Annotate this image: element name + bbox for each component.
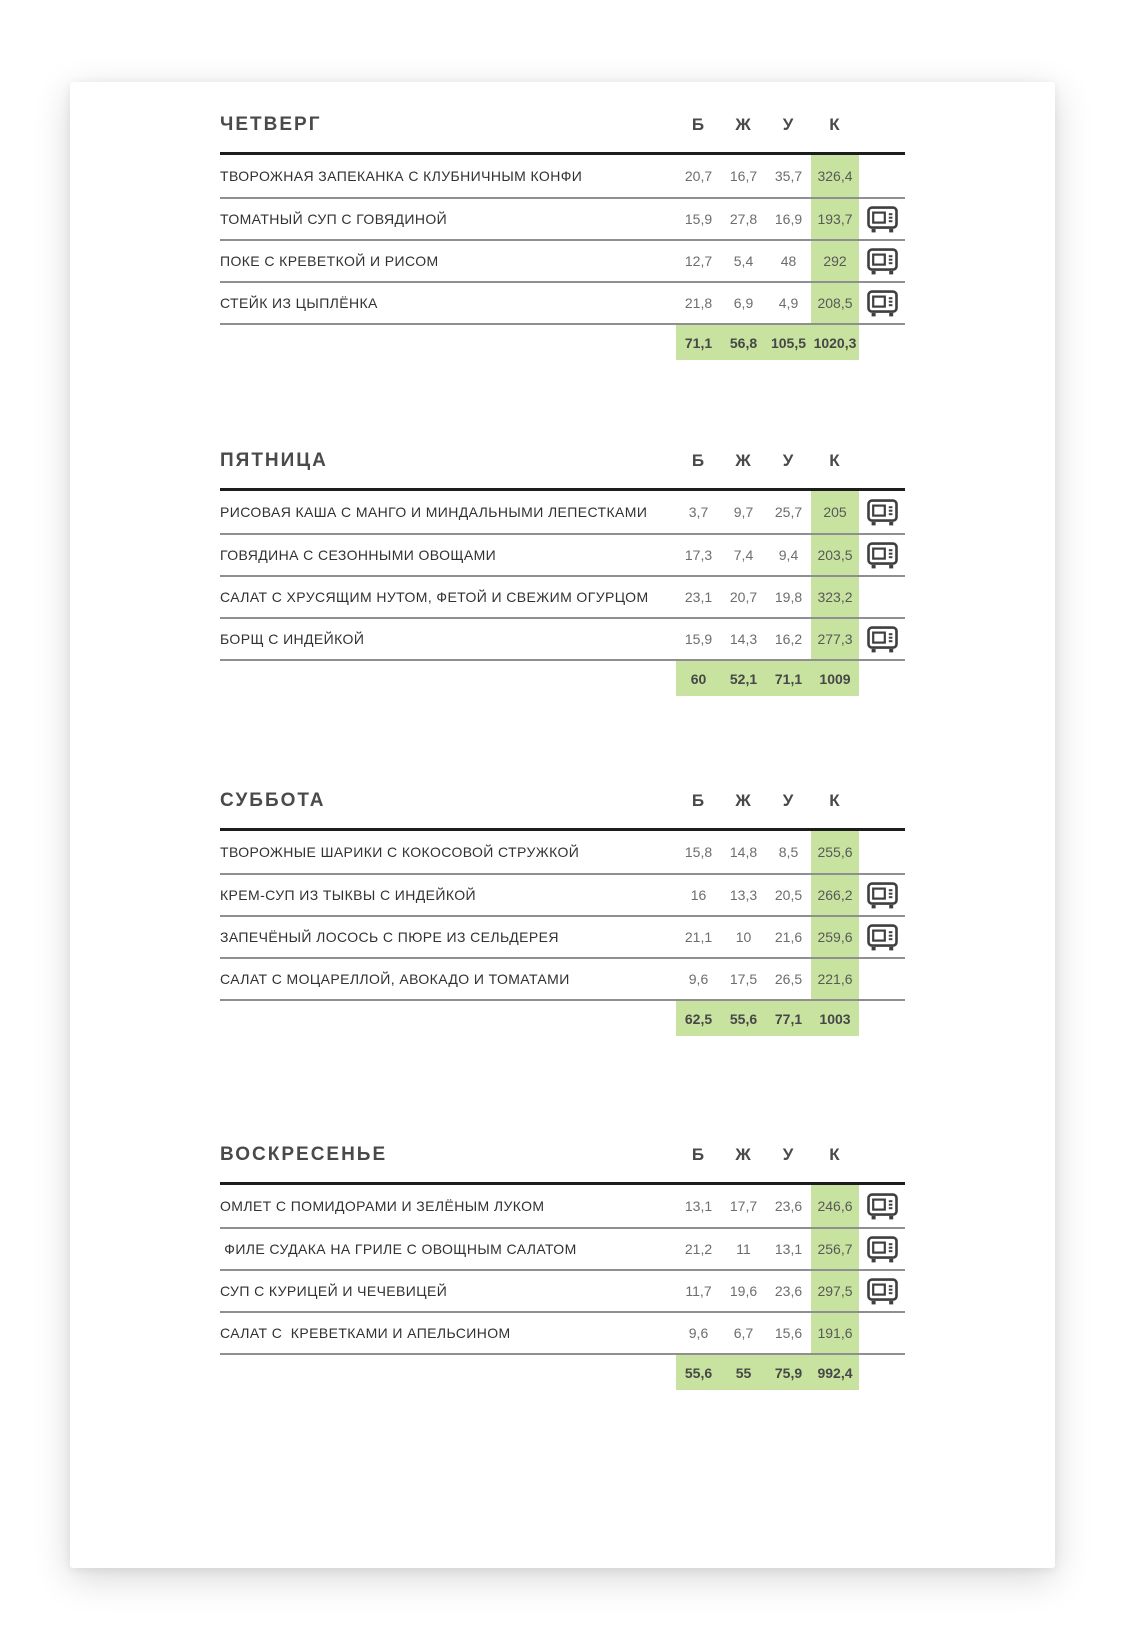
fat-value: 14,3 xyxy=(729,631,758,647)
totals-row xyxy=(220,999,905,1036)
totals-row xyxy=(220,1353,905,1390)
dish-name: ОМЛЕТ С ПОМИДОРАМИ И ЗЕЛЁНЫМ ЛУКОМ xyxy=(220,1198,545,1214)
column-header-calories: К xyxy=(829,115,841,134)
menu-page-card xyxy=(70,82,1055,1568)
column-header-fat: Ж xyxy=(735,115,752,134)
carbs-value: 4,9 xyxy=(778,295,799,311)
protein-value: 21,1 xyxy=(684,929,713,945)
table-row xyxy=(220,239,905,281)
microwave-icon xyxy=(867,1278,898,1305)
section-saturday xyxy=(220,788,905,1036)
protein-value: 21,2 xyxy=(684,1241,713,1257)
fat-value: 7,4 xyxy=(733,547,754,563)
total-carbs: 77,1 xyxy=(774,1010,803,1027)
dish-name: ТОМАТНЫЙ СУП С ГОВЯДИНОЙ xyxy=(220,211,448,227)
protein-value: 17,3 xyxy=(684,547,713,563)
carbs-value: 23,6 xyxy=(774,1198,803,1214)
dish-name: САЛАТ С МОЦАРЕЛЛОЙ, АВОКАДО И ТОМАТАМИ xyxy=(220,971,570,987)
calories-value: 255,6 xyxy=(811,831,859,873)
column-header-carbs: У xyxy=(782,1145,795,1164)
table-row xyxy=(220,281,905,323)
carbs-value: 20,5 xyxy=(774,887,803,903)
dish-name: КРЕМ-СУП ИЗ ТЫКВЫ С ИНДЕЙКОЙ xyxy=(220,887,476,903)
calories-value: 326,4 xyxy=(811,155,859,197)
section-header xyxy=(220,1142,905,1168)
protein-value: 13,1 xyxy=(684,1198,713,1214)
carbs-value: 19,8 xyxy=(774,589,803,605)
table-row xyxy=(220,617,905,659)
fat-value: 20,7 xyxy=(729,589,758,605)
dish-name: САЛАТ С КРЕВЕТКАМИ И АПЕЛЬСИНОМ xyxy=(220,1325,511,1341)
dish-name: РИСОВАЯ КАША С МАНГО И МИНДАЛЬНЫМИ ЛЕПЕСТКАМИ xyxy=(220,504,648,520)
column-header-protein: Б xyxy=(691,451,706,470)
fat-value: 14,8 xyxy=(729,844,758,860)
microwave-icon xyxy=(867,206,898,233)
meals-table xyxy=(220,152,905,360)
calories-value: 193,7 xyxy=(811,199,859,239)
protein-value: 3,7 xyxy=(688,504,709,520)
calories-value: 203,5 xyxy=(811,535,859,575)
day-title: ЧЕТВЕРГ xyxy=(220,114,322,135)
fat-value: 10 xyxy=(735,929,752,945)
total-fat: 55,6 xyxy=(729,1010,758,1027)
section-header xyxy=(220,112,905,138)
protein-value: 9,6 xyxy=(688,971,709,987)
total-calories: 1003 xyxy=(819,1010,851,1027)
dish-name: ФИЛЕ СУДАКА НА ГРИЛЕ С ОВОЩНЫМ САЛАТОМ xyxy=(220,1241,577,1257)
total-calories: 1020,3 xyxy=(813,334,857,351)
total-carbs: 105,5 xyxy=(770,334,807,351)
carbs-value: 15,6 xyxy=(774,1325,803,1341)
calories-value: 205 xyxy=(811,491,859,533)
total-fat: 52,1 xyxy=(729,670,758,687)
calories-value: 259,6 xyxy=(811,917,859,957)
fat-value: 16,7 xyxy=(729,168,758,184)
column-header-calories: К xyxy=(829,791,841,810)
table-row xyxy=(220,957,905,999)
fat-value: 27,8 xyxy=(729,211,758,227)
totals-highlight xyxy=(676,325,859,360)
column-header-protein: Б xyxy=(691,115,706,134)
protein-value: 9,6 xyxy=(688,1325,709,1341)
table-row xyxy=(220,491,905,533)
table-row xyxy=(220,915,905,957)
carbs-value: 9,4 xyxy=(778,547,799,563)
fat-value: 5,4 xyxy=(733,253,754,269)
microwave-icon xyxy=(867,1193,898,1220)
dish-name: СТЕЙК ИЗ ЦЫПЛЁНКА xyxy=(220,295,378,311)
total-fat: 56,8 xyxy=(729,334,758,351)
table-row xyxy=(220,831,905,873)
calories-value: 221,6 xyxy=(811,959,859,999)
calories-value: 256,7 xyxy=(811,1229,859,1269)
column-header-fat: Ж xyxy=(735,791,752,810)
dish-name: САЛАТ С ХРУСЯЩИМ НУТОМ, ФЕТОЙ И СВЕЖИМ ОГУРЦОМ xyxy=(220,589,649,605)
total-protein: 60 xyxy=(690,670,707,687)
totals-highlight xyxy=(676,1355,859,1390)
fat-value: 19,6 xyxy=(729,1283,758,1299)
total-fat: 55 xyxy=(735,1364,752,1381)
dish-name: ТВОРОЖНЫЕ ШАРИКИ С КОКОСОВОЙ СТРУЖКОЙ xyxy=(220,844,580,860)
section-header xyxy=(220,448,905,474)
fat-value: 9,7 xyxy=(733,504,754,520)
carbs-value: 23,6 xyxy=(774,1283,803,1299)
column-header-calories: К xyxy=(829,451,841,470)
microwave-icon xyxy=(867,499,898,526)
carbs-value: 35,7 xyxy=(774,168,803,184)
day-title: ПЯТНИЦА xyxy=(220,450,328,471)
carbs-value: 21,6 xyxy=(774,929,803,945)
microwave-icon xyxy=(867,924,898,951)
carbs-value: 8,5 xyxy=(778,844,799,860)
microwave-icon xyxy=(867,882,898,909)
table-row xyxy=(220,575,905,617)
calories-value: 246,6 xyxy=(811,1185,859,1227)
section-header xyxy=(220,788,905,814)
section-sunday xyxy=(220,1142,905,1390)
protein-value: 23,1 xyxy=(684,589,713,605)
protein-value: 15,8 xyxy=(684,844,713,860)
microwave-icon xyxy=(867,1236,898,1263)
carbs-value: 25,7 xyxy=(774,504,803,520)
table-row xyxy=(220,1269,905,1311)
total-carbs: 75,9 xyxy=(774,1364,803,1381)
fat-value: 17,7 xyxy=(729,1198,758,1214)
fat-value: 13,3 xyxy=(729,887,758,903)
meals-table xyxy=(220,488,905,696)
total-calories: 992,4 xyxy=(817,1364,853,1381)
calories-value: 208,5 xyxy=(811,283,859,323)
protein-value: 16 xyxy=(690,887,707,903)
table-row xyxy=(220,533,905,575)
menu-page-content xyxy=(70,82,1055,1390)
dish-name: ПОКЕ С КРЕВЕТКОЙ И РИСОМ xyxy=(220,253,439,269)
protein-value: 20,7 xyxy=(684,168,713,184)
day-title: ВОСКРЕСЕНЬЕ xyxy=(220,1144,388,1165)
fat-value: 6,7 xyxy=(733,1325,754,1341)
column-header-protein: Б xyxy=(691,791,706,810)
meals-table xyxy=(220,1182,905,1390)
protein-value: 15,9 xyxy=(684,211,713,227)
table-row xyxy=(220,873,905,915)
microwave-icon xyxy=(867,542,898,569)
total-protein: 71,1 xyxy=(684,334,713,351)
microwave-icon xyxy=(867,248,898,275)
total-protein: 55,6 xyxy=(684,1364,713,1381)
totals-highlight xyxy=(676,661,859,696)
column-header-protein: Б xyxy=(691,1145,706,1164)
totals-highlight xyxy=(676,1001,859,1036)
protein-value: 11,7 xyxy=(685,1283,712,1299)
column-header-fat: Ж xyxy=(735,451,752,470)
carbs-value: 16,2 xyxy=(774,631,803,647)
carbs-value: 48 xyxy=(780,253,797,269)
calories-value: 266,2 xyxy=(811,875,859,915)
calories-value: 323,2 xyxy=(811,577,859,617)
table-row xyxy=(220,155,905,197)
total-carbs: 71,1 xyxy=(774,670,803,687)
totals-row xyxy=(220,323,905,360)
microwave-icon xyxy=(867,626,898,653)
table-row xyxy=(220,197,905,239)
meals-table xyxy=(220,828,905,1036)
table-row xyxy=(220,1227,905,1269)
calories-value: 277,3 xyxy=(811,619,859,659)
column-header-carbs: У xyxy=(782,791,795,810)
fat-value: 17,5 xyxy=(729,971,758,987)
dish-name: ТВОРОЖНАЯ ЗАПЕКАНКА С КЛУБНИЧНЫМ КОНФИ xyxy=(220,168,583,184)
fat-value: 11 xyxy=(736,1241,751,1257)
carbs-value: 16,9 xyxy=(774,211,803,227)
microwave-icon xyxy=(867,290,898,317)
protein-value: 21,8 xyxy=(684,295,713,311)
fat-value: 6,9 xyxy=(733,295,754,311)
column-header-carbs: У xyxy=(782,115,795,134)
column-header-carbs: У xyxy=(782,451,795,470)
total-protein: 62,5 xyxy=(684,1010,713,1027)
protein-value: 15,9 xyxy=(684,631,713,647)
column-header-fat: Ж xyxy=(735,1145,752,1164)
dish-name: БОРЩ С ИНДЕЙКОЙ xyxy=(220,631,365,647)
section-thursday xyxy=(220,112,905,360)
calories-value: 297,5 xyxy=(811,1271,859,1311)
calories-value: 292 xyxy=(811,241,859,281)
table-row xyxy=(220,1311,905,1353)
protein-value: 12,7 xyxy=(684,253,713,269)
dish-name: ГОВЯДИНА С СЕЗОННЫМИ ОВОЩАМИ xyxy=(220,547,497,563)
totals-row xyxy=(220,659,905,696)
total-calories: 1009 xyxy=(819,670,851,687)
dish-name: СУП С КУРИЦЕЙ И ЧЕЧЕВИЦЕЙ xyxy=(220,1283,448,1299)
carbs-value: 13,1 xyxy=(774,1241,803,1257)
day-title: СУББОТА xyxy=(220,790,326,811)
column-header-calories: К xyxy=(829,1145,841,1164)
dish-name: ЗАПЕЧЁНЫЙ ЛОСОСЬ С ПЮРЕ ИЗ СЕЛЬДЕРЕЯ xyxy=(220,929,559,945)
carbs-value: 26,5 xyxy=(774,971,803,987)
table-row xyxy=(220,1185,905,1227)
section-friday xyxy=(220,448,905,696)
calories-value: 191,6 xyxy=(811,1313,859,1353)
